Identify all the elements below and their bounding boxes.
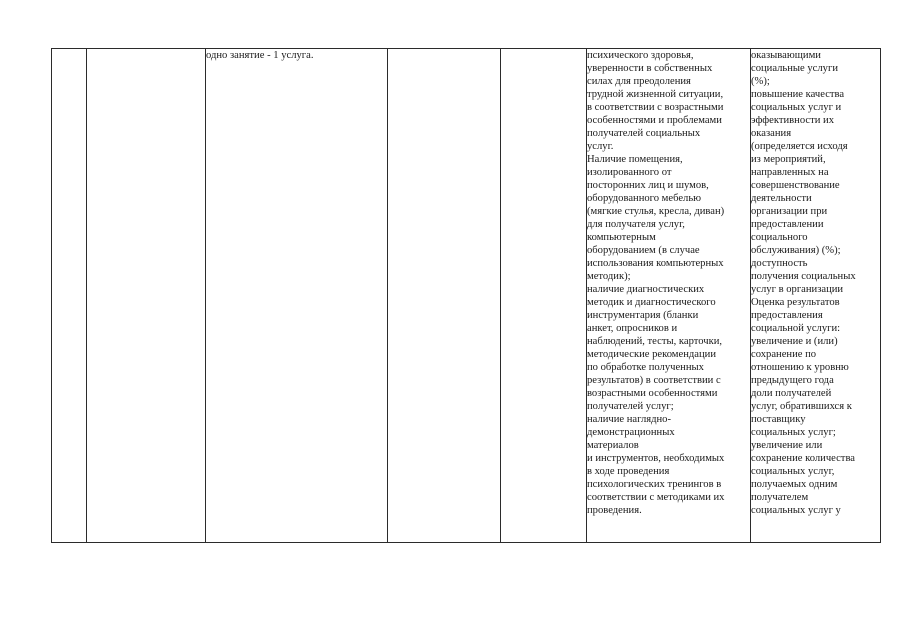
text-line: особенностями и проблемами: [587, 115, 722, 126]
text-line: оборудованного мебелью: [587, 193, 702, 204]
text-line: социальных услуг и: [751, 102, 842, 113]
text-line: оказывающими: [751, 50, 821, 61]
cell-service-description: [206, 49, 388, 543]
text-line: посторонних лиц и шумов,: [587, 180, 709, 191]
text-line: соответствии с методиками их: [587, 492, 725, 503]
text-line: демонстрационных: [587, 427, 675, 438]
text-line: проведения.: [587, 505, 642, 516]
text-line: наблюдений, тесты, карточки,: [587, 336, 723, 347]
text-line: инструментария (бланки: [587, 310, 699, 321]
text-line: социальных услуг,: [751, 466, 835, 477]
text-line: по обработке полученных: [587, 362, 704, 373]
table-row: [52, 49, 881, 543]
text-line: услуг.: [587, 141, 614, 152]
cell-term: [501, 49, 587, 543]
text-line: (определяется исходя: [751, 141, 848, 152]
text-line: получателей социальных: [587, 128, 701, 139]
text-line: деятельности: [751, 193, 812, 204]
cell-norm: [388, 49, 501, 543]
text-line: получателей услуг;: [587, 401, 674, 412]
text-line: доступность: [751, 258, 808, 269]
text-line: Наличие помещения,: [587, 154, 683, 165]
text-line: получателем: [751, 492, 809, 503]
text-line: социальной услуги:: [751, 323, 841, 334]
text-line: предоставлении: [751, 219, 824, 230]
cell-service-name: [87, 49, 206, 543]
services-table: [51, 48, 881, 543]
text-line: повышение качества: [751, 89, 845, 100]
text-line: поставщику: [751, 414, 806, 425]
text-line: для получателя услуг,: [587, 219, 685, 230]
text-line: наличие диагностических: [587, 284, 705, 295]
text-line: социального: [751, 232, 808, 243]
text-line: изолированного от: [587, 167, 672, 178]
text-line: силах для преодоления: [587, 76, 691, 87]
text-line: и инструментов, необходимых: [587, 453, 725, 464]
text-line: Оценка результатов: [751, 297, 840, 308]
text-line: социальных услуг у: [751, 505, 841, 516]
text-line: услуг, обратившихся к: [751, 401, 852, 412]
text-line: получения социальных: [751, 271, 856, 282]
text-line: обслуживания) (%);: [751, 245, 841, 256]
text-line: увеличение и (или): [751, 336, 838, 347]
text-line: увеличение или: [751, 440, 823, 451]
text-line: предоставления: [751, 310, 823, 321]
text-line: возрастными особенностями: [587, 388, 718, 399]
text-line: методик);: [587, 271, 631, 282]
text-line: услуг в организации: [751, 284, 844, 295]
text-line: в соответствии с возрастными: [587, 102, 724, 113]
text-line: в ходе проведения: [587, 466, 670, 477]
cell-number: [52, 49, 87, 543]
text-line: отношению к уровню: [751, 362, 849, 373]
text-line: компьютерным: [587, 232, 656, 243]
cell-conditions: [587, 49, 751, 543]
cell-quality-indicators: [751, 49, 881, 543]
text-line: использования компьютерных: [587, 258, 724, 269]
text-line: оборудованием (в случае: [587, 245, 700, 256]
text-line: организации при: [751, 206, 828, 217]
text-line: уверенности в собственных: [587, 63, 713, 74]
text-line: (мягкие стулья, кресла, диван): [587, 206, 725, 217]
text-line: психологических тренингов в: [587, 479, 722, 490]
text-line: материалов: [587, 440, 639, 451]
text-line: наличие наглядно-: [587, 414, 671, 425]
text-line: эффективности их: [751, 115, 835, 126]
text-line: психического здоровья,: [587, 50, 694, 61]
text-line: совершенствование: [751, 180, 840, 191]
text-line: сохранение по: [751, 349, 817, 360]
text-line: анкет, опросников и: [587, 323, 678, 334]
text-line: направленных на: [751, 167, 829, 178]
text-line: предыдущего года: [751, 375, 834, 386]
text-line: трудной жизненной ситуации,: [587, 89, 724, 100]
text-line: социальных услуг;: [751, 427, 836, 438]
text-line: из мероприятий,: [751, 154, 826, 165]
text-line: методические рекомендации: [587, 349, 716, 360]
text-line: методик и диагностического: [587, 297, 716, 308]
text-line: одно занятие - 1 услуга.: [206, 50, 314, 61]
text-line: результатов) в соответствии с: [587, 375, 721, 386]
text-line: оказания: [751, 128, 792, 139]
text-line: (%);: [751, 76, 770, 87]
text-line: доли получателей: [751, 388, 832, 399]
text-line: сохранение количества: [751, 453, 856, 464]
text-line: получаемых одним: [751, 479, 838, 490]
text-line: социальные услуги: [751, 63, 838, 74]
